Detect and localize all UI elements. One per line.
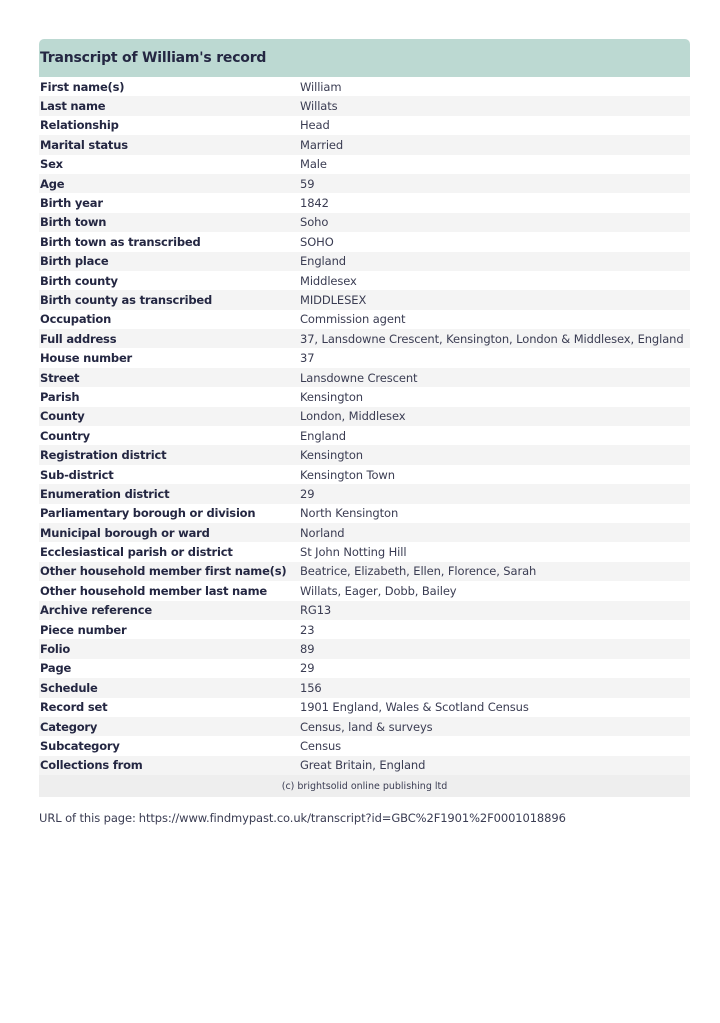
field-label: Last name	[40, 99, 106, 114]
field-label: Occupation	[40, 312, 112, 327]
field-value: England	[300, 254, 346, 269]
field-label: Municipal borough or ward	[40, 525, 210, 540]
field-label: Sub-district	[40, 467, 114, 482]
table-row	[39, 96, 690, 115]
field-value: 1842	[300, 196, 329, 211]
field-label: Registration district	[40, 448, 167, 463]
field-label: Sex	[40, 157, 63, 172]
table-row	[39, 290, 690, 309]
table-row	[39, 562, 690, 581]
table-row	[39, 465, 690, 484]
field-value: Norland	[300, 525, 345, 540]
table-row	[39, 407, 690, 426]
field-value: Census	[300, 738, 342, 753]
field-value: Census, land & surveys	[300, 719, 433, 734]
field-label: Archive reference	[40, 603, 152, 618]
field-label: Birth town as transcribed	[40, 234, 201, 249]
field-value: 37, Lansdowne Crescent, Kensington, London & Middlesex, England	[300, 331, 684, 346]
field-value: London, Middlesex	[300, 409, 406, 424]
table-row	[39, 659, 690, 678]
field-label: Piece number	[40, 622, 127, 637]
table-row	[39, 426, 690, 445]
field-value: Great Britain, England	[300, 758, 426, 773]
table-row	[39, 135, 690, 154]
field-value: 37	[300, 351, 315, 366]
field-label: Category	[40, 719, 98, 734]
field-value: 1901 England, Wales & Scotland Census	[300, 700, 529, 715]
table-row	[39, 639, 690, 658]
field-value: 156	[300, 680, 322, 695]
field-label: Other household member last name	[40, 583, 267, 598]
field-label: County	[40, 409, 85, 424]
field-label: Country	[40, 428, 90, 443]
record-table	[39, 77, 690, 775]
page-url-link[interactable]: https://www.findmypast.co.uk/transcript?id=GBC%2F1901%2F0001018896	[138, 811, 566, 825]
field-value: 29	[300, 661, 315, 676]
field-label: Birth county	[40, 273, 118, 288]
table-row	[39, 77, 690, 96]
field-value: Male	[300, 157, 327, 172]
field-value: St John Notting Hill	[300, 545, 407, 560]
table-row	[39, 678, 690, 697]
table-row	[39, 504, 690, 523]
field-label: Parish	[40, 389, 80, 404]
field-label: Ecclesiastical parish or district	[40, 545, 233, 560]
table-row	[39, 756, 690, 775]
table-row	[39, 213, 690, 232]
field-label: Schedule	[40, 680, 98, 695]
field-label: Other household member first name(s)	[40, 564, 287, 579]
table-row	[39, 174, 690, 193]
field-value: Head	[300, 118, 330, 133]
field-label: Collections from	[40, 758, 143, 773]
field-label: Enumeration district	[40, 486, 170, 501]
table-row	[39, 523, 690, 542]
table-row	[39, 484, 690, 503]
page-url-line	[39, 811, 569, 825]
field-value: Willats	[300, 99, 338, 114]
field-label: Parliamentary borough or division	[40, 506, 256, 521]
table-row	[39, 387, 690, 406]
table-row	[39, 252, 690, 271]
table-row	[39, 717, 690, 736]
field-value: Married	[300, 137, 344, 152]
table-row	[39, 348, 690, 367]
field-value: 59	[300, 176, 315, 191]
field-label: Record set	[40, 700, 108, 715]
table-row	[39, 581, 690, 600]
field-value: 29	[300, 486, 315, 501]
table-row	[39, 542, 690, 561]
field-value: Lansdowne Crescent	[300, 370, 418, 385]
table-row	[39, 271, 690, 290]
field-value: MIDDLESEX	[300, 292, 367, 307]
field-value: Willats, Eager, Dobb, Bailey	[300, 583, 457, 598]
field-label: Street	[40, 370, 80, 385]
transcript-header	[39, 39, 690, 77]
table-row	[39, 193, 690, 212]
table-row	[39, 232, 690, 251]
field-value: Kensington	[300, 448, 363, 463]
field-label: Age	[40, 176, 65, 191]
field-label: Marital status	[40, 137, 128, 152]
table-row	[39, 445, 690, 464]
field-value: SOHO	[300, 234, 334, 249]
field-value: Commission agent	[300, 312, 406, 327]
table-row	[39, 368, 690, 387]
field-label: Birth place	[40, 254, 109, 269]
table-row	[39, 736, 690, 755]
field-value: Soho	[300, 215, 329, 230]
table-row	[39, 329, 690, 348]
field-value: Middlesex	[300, 273, 357, 288]
field-label: Subcategory	[40, 738, 120, 753]
table-row	[39, 620, 690, 639]
field-value: 23	[300, 622, 315, 637]
copyright-footer: (c) brightsolid online publishing ltd	[39, 775, 690, 797]
field-label: Folio	[40, 642, 71, 657]
field-label: Full address	[40, 331, 117, 346]
field-value: 89	[300, 642, 315, 657]
table-row	[39, 310, 690, 329]
field-label: Birth year	[40, 196, 103, 211]
field-value: RG13	[300, 603, 332, 618]
field-value: Kensington Town	[300, 467, 395, 482]
field-value: William	[300, 79, 342, 94]
field-label: House number	[40, 351, 133, 366]
table-row	[39, 601, 690, 620]
page-title: Transcript of William's record	[40, 50, 267, 66]
url-label: URL of this page:	[39, 811, 136, 825]
field-label: Relationship	[40, 118, 119, 133]
field-value: Beatrice, Elizabeth, Ellen, Florence, Sarah	[300, 564, 537, 579]
transcript-card	[39, 39, 690, 797]
field-label: Birth town	[40, 215, 107, 230]
table-row	[39, 698, 690, 717]
field-value: Kensington	[300, 389, 363, 404]
field-value: England	[300, 428, 346, 443]
table-row	[39, 155, 690, 174]
field-label: Birth county as transcribed	[40, 292, 213, 307]
field-label: Page	[40, 661, 72, 676]
field-label: First name(s)	[40, 79, 125, 94]
field-value: North Kensington	[300, 506, 399, 521]
table-row	[39, 116, 690, 135]
